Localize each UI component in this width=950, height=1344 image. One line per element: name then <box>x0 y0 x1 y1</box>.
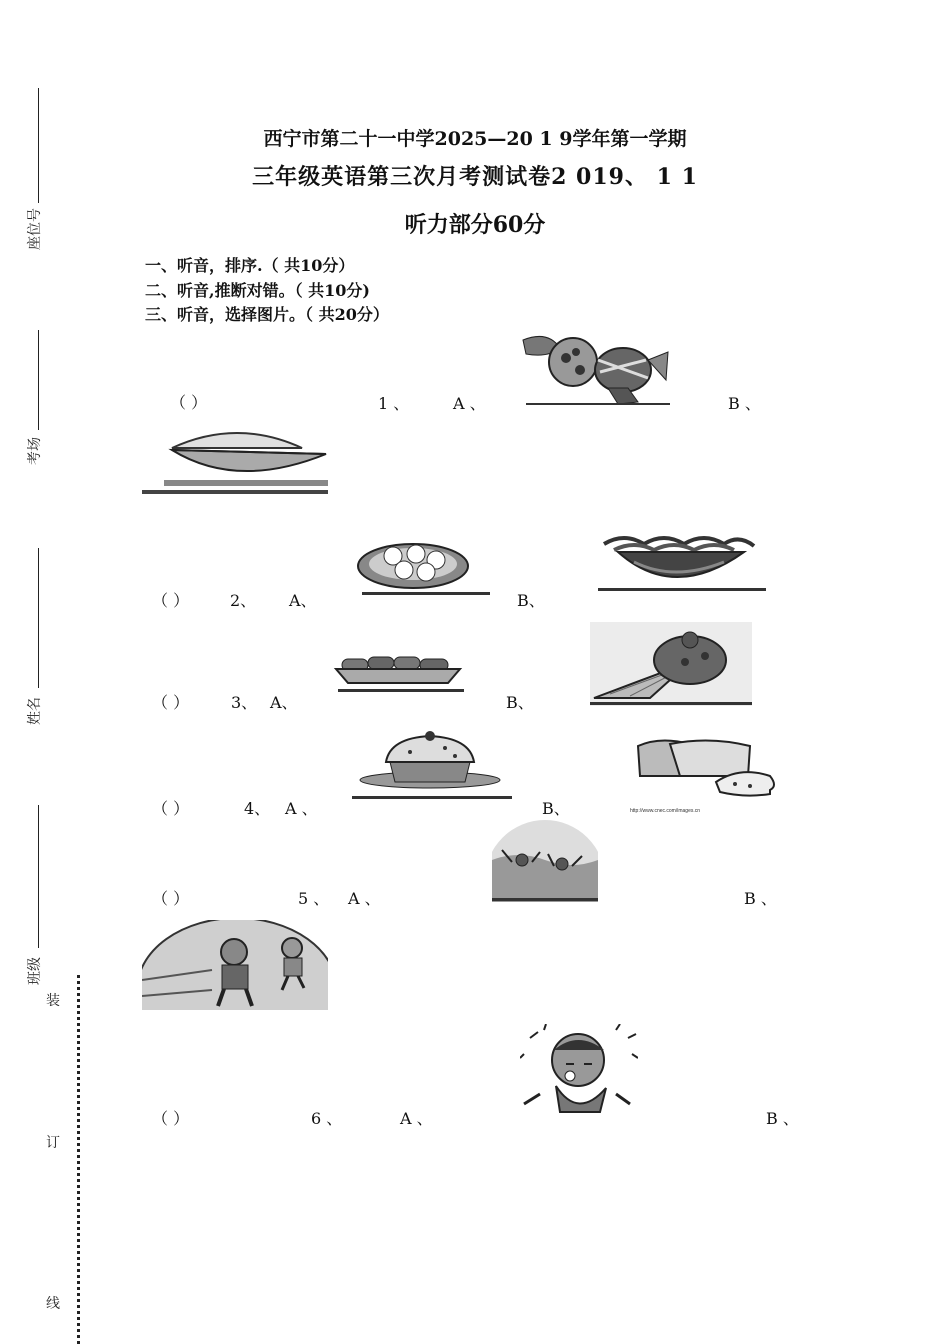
binding-char-2: 订 <box>46 1135 60 1151</box>
question-3-option-a: A、 <box>270 693 298 712</box>
answer-blank-6[interactable]: （ ） <box>152 1109 190 1128</box>
test-title: 三年级英语第三次月考测试卷2 019、 1 1 <box>252 164 698 190</box>
exam-room-underline <box>38 330 39 430</box>
section-3: 三、听音，选择图片。（ 共20分） <box>145 305 389 324</box>
answer-blank-5[interactable]: （ ） <box>152 889 190 908</box>
listening-title: 听力部分60分 <box>404 212 546 238</box>
school-title: 西宁市第二十一中学2025—20 1 9学年第一学期 <box>263 128 687 150</box>
hot-dogs-plate-picture[interactable] <box>330 645 464 695</box>
question-3-option-b: B、 <box>506 693 534 712</box>
section-2: 二、听音,推断对错。（ 共10分) <box>145 281 370 300</box>
binding-char-1: 装 <box>46 993 60 1009</box>
dumplings-plate-picture[interactable] <box>338 530 490 602</box>
question-6-option-a: A 、 <box>400 1109 433 1128</box>
answer-blank-3[interactable]: （ ） <box>152 693 190 712</box>
question-4-number: 4、 <box>244 799 271 818</box>
question-2-number: 2、 <box>230 591 257 610</box>
candy-picture[interactable] <box>518 330 670 408</box>
running-kids-picture[interactable] <box>142 920 328 1010</box>
bread-picture[interactable] <box>630 736 780 816</box>
rice-bowl-picture[interactable] <box>142 420 328 496</box>
question-1-option-a: A 、 <box>453 394 486 413</box>
question-3-number: 3、 <box>231 693 258 712</box>
cake-picture[interactable] <box>350 728 512 802</box>
swimming-picture[interactable] <box>492 820 598 902</box>
question-2-option-b: B、 <box>517 591 545 610</box>
question-2-option-a: A、 <box>289 591 317 610</box>
seat-label: 座位号 <box>27 208 43 250</box>
class-underline <box>38 805 39 948</box>
answer-blank-2[interactable]: （ ） <box>152 591 190 610</box>
question-5-option-b: B 、 <box>744 889 777 908</box>
question-4-option-b: B、 <box>542 799 570 818</box>
noodles-bowl-picture[interactable] <box>574 522 766 602</box>
question-6-option-b: B 、 <box>766 1109 799 1128</box>
answer-blank-4[interactable]: （ ） <box>152 799 190 818</box>
answer-blank-1[interactable]: （ ） <box>170 393 208 412</box>
section-1: 一、听音，排序.（ 共10分） <box>145 256 355 275</box>
question-4-option-a: A 、 <box>285 799 318 818</box>
exam-room-label: 考场 <box>27 437 43 465</box>
ice-cream-cone-picture[interactable] <box>590 622 752 706</box>
name-label: 姓名 <box>27 697 43 725</box>
binding-char-3: 线 <box>46 1296 60 1312</box>
question-6-number: 6 、 <box>311 1109 343 1128</box>
bread-caption: http://www.cnec.com/images.cn <box>630 808 701 814</box>
sick-boy-picture[interactable] <box>520 1024 638 1120</box>
question-1-option-b: B 、 <box>728 394 761 413</box>
question-5-option-a: A 、 <box>348 889 381 908</box>
question-1-number: 1 、 <box>378 394 410 413</box>
question-5-number: 5 、 <box>298 889 330 908</box>
class-label: 班级 <box>27 957 43 985</box>
name-underline <box>38 548 39 688</box>
binding-dotted-line <box>77 975 80 1344</box>
